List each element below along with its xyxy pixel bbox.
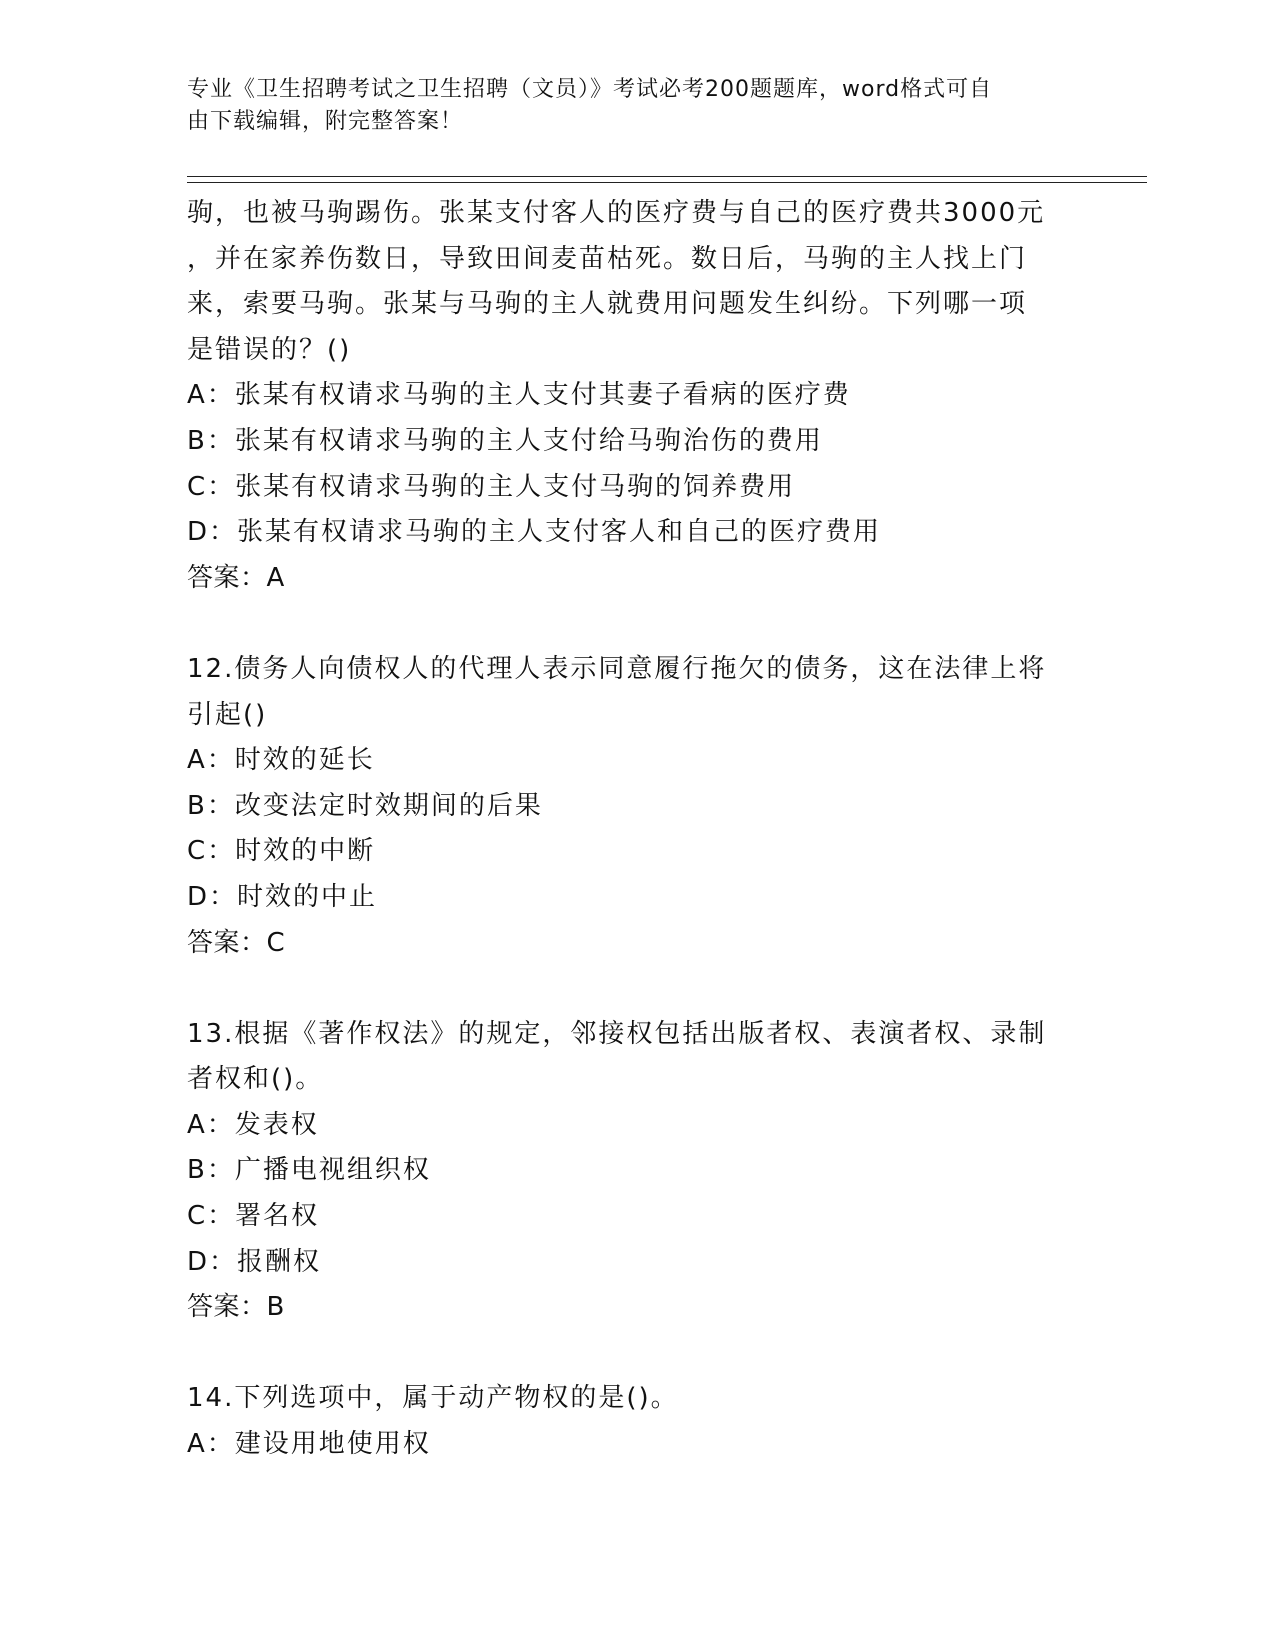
option-b: B：广播电视组织权 — [187, 1155, 431, 1186]
question-11 — [187, 191, 1087, 601]
answer-line: 答案：C — [187, 927, 286, 958]
option-d: D：时效的中止 — [187, 881, 378, 912]
option-a: A：发表权 — [187, 1109, 319, 1140]
header-line-1: 专业《卫生招聘考试之卫生招聘（文员）》考试必考200题题库，word格式可自 — [187, 77, 993, 102]
question-stem-line: 引起() — [187, 699, 268, 730]
question-spacer — [187, 1331, 1087, 1377]
option-c: C：署名权 — [187, 1201, 320, 1232]
document-header — [187, 74, 1067, 138]
question-stem-line: 来，索要马驹。张某与马驹的主人就费用问题发生纠纷。下列哪一项 — [187, 289, 1028, 320]
question-stem-line: 者权和()。 — [187, 1064, 324, 1095]
header-divider-bottom — [187, 182, 1147, 183]
option-d: D：报酬权 — [187, 1246, 322, 1277]
header-line-2: 由下载编辑，附完整答案！ — [187, 109, 464, 134]
option-a: A：建设用地使用权 — [187, 1429, 431, 1460]
question-stem-line: 13.根据《著作权法》的规定，邻接权包括出版者权、表演者权、录制 — [187, 1018, 1047, 1049]
question-stem-line: ，并在家养伤数日，导致田间麦苗枯死。数日后，马驹的主人找上门 — [187, 243, 1028, 274]
option-b: B：改变法定时效期间的后果 — [187, 790, 543, 821]
question-12 — [187, 647, 1087, 966]
question-spacer — [187, 601, 1087, 647]
question-stem-line: 驹，也被马驹踢伤。张某支付客人的医疗费与自己的医疗费共3000元 — [187, 198, 1046, 228]
answer-line: 答案：B — [187, 1292, 285, 1323]
question-14 — [187, 1376, 1087, 1467]
question-stem-line: 是错误的？() — [187, 334, 352, 365]
header-divider-top — [187, 176, 1147, 177]
option-c: C：张某有权请求马驹的主人支付马驹的饲养费用 — [187, 471, 796, 502]
question-content — [187, 191, 1087, 1468]
question-spacer — [187, 966, 1087, 1012]
question-13 — [187, 1012, 1087, 1331]
option-a: A：张某有权请求马驹的主人支付其妻子看病的医疗费 — [187, 380, 851, 411]
option-a: A：时效的延长 — [187, 745, 375, 776]
question-stem-line: 12.债务人向债权人的代理人表示同意履行拖欠的债务，这在法律上将 — [187, 653, 1047, 684]
answer-line: 答案：A — [187, 562, 285, 593]
question-stem-line: 14.下列选项中，属于动产物权的是()。 — [187, 1383, 679, 1414]
option-b: B：张某有权请求马驹的主人支付给马驹治伤的费用 — [187, 425, 823, 456]
option-d: D：张某有权请求马驹的主人支付客人和自己的医疗费用 — [187, 517, 882, 548]
option-c: C：时效的中断 — [187, 836, 376, 867]
